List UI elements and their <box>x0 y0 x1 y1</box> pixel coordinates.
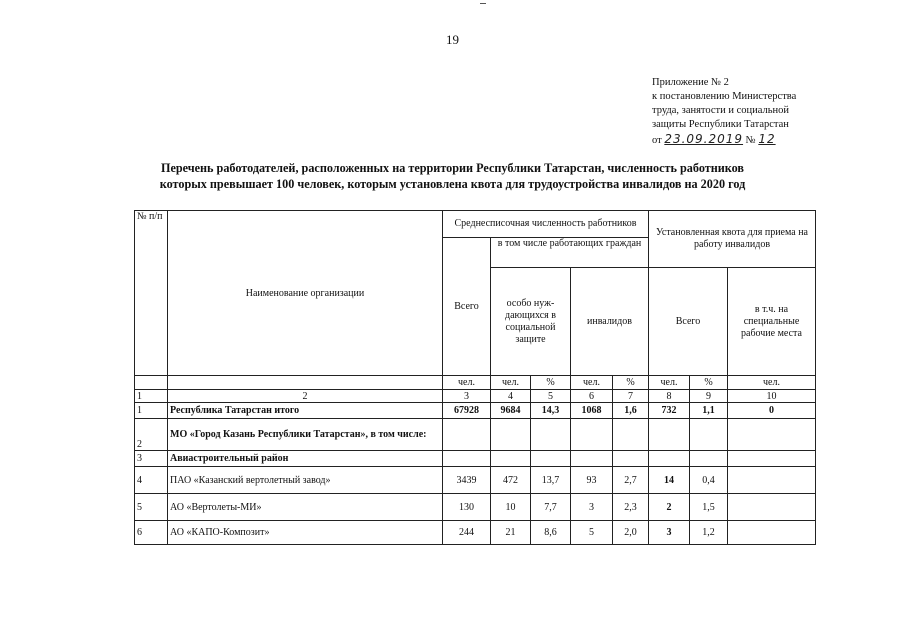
value-cell <box>728 451 816 467</box>
value-cell <box>613 419 649 451</box>
value-cell <box>728 419 816 451</box>
table-row <box>135 494 816 521</box>
value-cell: 13,7 <box>531 467 571 494</box>
header-quota: Установленная квота для приема на работу инвалидов <box>649 211 816 268</box>
col-number-cell: 2 <box>168 390 443 403</box>
value-cell: 9684 <box>491 403 531 419</box>
appendix-line: к постановлению Министерства <box>652 91 797 102</box>
col-number-cell: 3 <box>443 390 491 403</box>
value-cell <box>649 451 690 467</box>
header-quota-special: в т.ч. на специальные рабочие места <box>728 268 816 376</box>
value-cell: 21 <box>491 521 531 545</box>
table-cell <box>168 376 443 390</box>
page-number: 19 <box>446 32 459 47</box>
table-row <box>135 467 816 494</box>
col-number-cell: 6 <box>571 390 613 403</box>
org-name: Республика Татарстан итого <box>168 403 443 419</box>
header-num: № п/п <box>135 211 168 376</box>
table-row <box>135 419 816 451</box>
org-name: Авиастроительный район <box>168 451 443 467</box>
appendix-line: Приложение № 2 <box>652 77 729 88</box>
value-cell <box>443 451 491 467</box>
value-cell: 10 <box>491 494 531 521</box>
col-number-cell: 7 <box>613 390 649 403</box>
value-cell: 1,2 <box>690 521 728 545</box>
value-cell: 0 <box>728 403 816 419</box>
value-cell: 2,0 <box>613 521 649 545</box>
value-cell: 67928 <box>443 403 491 419</box>
value-cell: 14,3 <box>531 403 571 419</box>
col-number-cell: 10 <box>728 390 816 403</box>
value-cell <box>443 419 491 451</box>
value-cell <box>728 494 816 521</box>
value-cell: 732 <box>649 403 690 419</box>
title-line: Перечень работодателей, расположенных на территории Республики Татарстан, численность работников <box>160 161 745 175</box>
value-cell: 1068 <box>571 403 613 419</box>
value-cell <box>649 419 690 451</box>
unit-cell: чел. <box>571 376 613 390</box>
table-row <box>135 521 816 545</box>
row-number: 5 <box>135 494 168 521</box>
header-total: Всего <box>443 238 491 376</box>
org-name: АО «Вертолеты-МИ» <box>168 494 443 521</box>
col-number-cell: 9 <box>690 390 728 403</box>
value-cell <box>728 521 816 545</box>
appendix-block <box>652 76 832 148</box>
value-cell: 2,7 <box>613 467 649 494</box>
unit-cell: % <box>690 376 728 390</box>
table-row <box>135 403 816 419</box>
appendix-line: защиты Республики Татарстан <box>652 119 789 130</box>
org-name: АО «КАПО-Композит» <box>168 521 443 545</box>
value-cell: 1,5 <box>690 494 728 521</box>
scan-mark <box>480 3 486 4</box>
value-cell <box>690 451 728 467</box>
title-line: которых превышает 100 человек, которым установлена квота для трудоустройства инвалидов на 2020 год <box>159 177 746 191</box>
value-cell <box>571 419 613 451</box>
appendix-date-line <box>652 132 832 148</box>
column-numbers-row <box>135 390 816 403</box>
value-cell: 2,3 <box>613 494 649 521</box>
handwritten-date: 23.09.2019 <box>664 132 744 146</box>
value-cell: 8,6 <box>531 521 571 545</box>
value-cell: 1,1 <box>690 403 728 419</box>
value-cell <box>491 451 531 467</box>
value-cell <box>613 451 649 467</box>
value-cell: 93 <box>571 467 613 494</box>
unit-cell: чел. <box>649 376 690 390</box>
handwritten-number: 12 <box>758 132 776 146</box>
document-title <box>0 160 905 192</box>
value-cell: 244 <box>443 521 491 545</box>
value-cell <box>728 467 816 494</box>
value-cell: 5 <box>571 521 613 545</box>
value-cell: 14 <box>649 467 690 494</box>
value-cell <box>571 451 613 467</box>
header-name: Наименование организации <box>168 211 443 376</box>
row-number: 6 <box>135 521 168 545</box>
row-number: 4 <box>135 467 168 494</box>
col-number-cell: 8 <box>649 390 690 403</box>
unit-cell: чел. <box>491 376 531 390</box>
table-cell <box>135 376 168 390</box>
value-cell: 472 <box>491 467 531 494</box>
value-cell: 2 <box>649 494 690 521</box>
value-cell: 1,6 <box>613 403 649 419</box>
org-name: МО «Город Казань Республики Татарстан», в том числе: <box>168 419 443 451</box>
value-cell: 3 <box>571 494 613 521</box>
employers-table <box>134 210 816 545</box>
header-quota-total: Всего <box>649 268 728 376</box>
table-row <box>135 451 816 467</box>
unit-cell: % <box>613 376 649 390</box>
unit-cell: чел. <box>728 376 816 390</box>
header-including: в том числе работающих граждан <box>491 238 649 268</box>
row-number: 1 <box>135 403 168 419</box>
value-cell <box>531 451 571 467</box>
value-cell: 0,4 <box>690 467 728 494</box>
header-avg-staff: Среднесписочная численность работников <box>443 211 649 238</box>
date-prefix: от <box>652 135 662 146</box>
col-number-cell: 5 <box>531 390 571 403</box>
col-number-cell: 1 <box>135 390 168 403</box>
header-special-need: особо нуж-дающихся в социальной защите <box>491 268 571 376</box>
row-number: 2 <box>135 419 168 451</box>
appendix-line: труда, занятости и социальной <box>652 105 790 116</box>
value-cell: 7,7 <box>531 494 571 521</box>
row-number: 3 <box>135 451 168 467</box>
value-cell <box>531 419 571 451</box>
col-number-cell: 4 <box>491 390 531 403</box>
unit-cell: чел. <box>443 376 491 390</box>
number-prefix: № <box>745 135 756 146</box>
value-cell: 3439 <box>443 467 491 494</box>
value-cell: 130 <box>443 494 491 521</box>
units-row <box>135 376 816 390</box>
value-cell: 3 <box>649 521 690 545</box>
unit-cell: % <box>531 376 571 390</box>
org-name: ПАО «Казанский вертолетный завод» <box>168 467 443 494</box>
value-cell <box>491 419 531 451</box>
value-cell <box>690 419 728 451</box>
header-disabled: инвалидов <box>571 268 649 376</box>
